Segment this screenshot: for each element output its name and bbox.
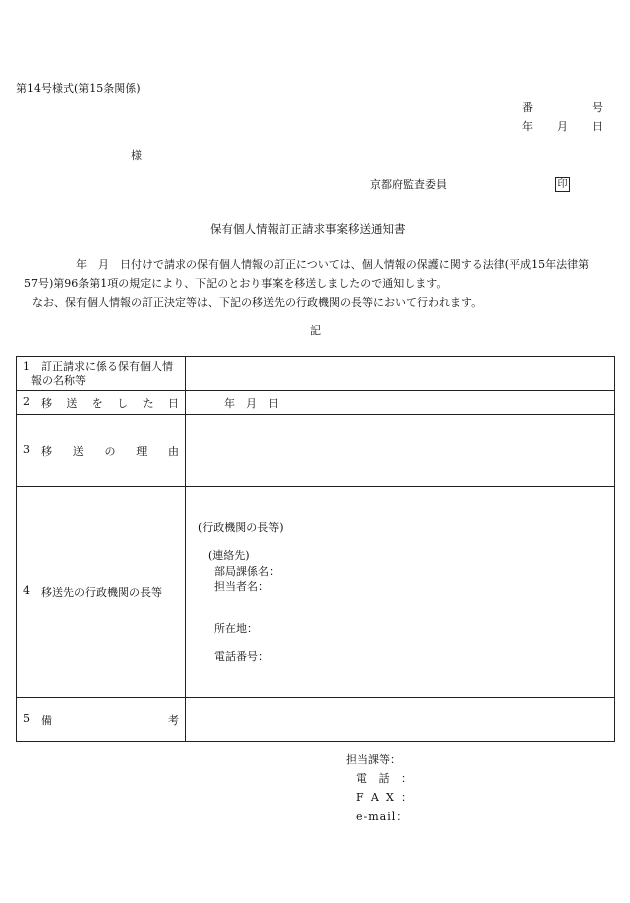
row2-number: 2 bbox=[23, 394, 30, 408]
row1-value-cell[interactable] bbox=[186, 357, 615, 391]
table-row bbox=[17, 357, 615, 391]
row4-contact: (連絡先) bbox=[208, 549, 250, 562]
row4-number: 4 bbox=[23, 584, 30, 597]
footer-tel-char: ： bbox=[401, 772, 412, 785]
date-day: 日 bbox=[592, 120, 603, 133]
row5-value-cell[interactable] bbox=[186, 698, 615, 742]
row5-label bbox=[41, 712, 179, 728]
row3-value-cell[interactable] bbox=[186, 415, 615, 487]
footer-fax-char: X bbox=[385, 791, 394, 804]
row3-label-char: 由 bbox=[168, 444, 179, 458]
row4-phone: 電話番号： bbox=[214, 650, 269, 663]
date-year: 年 bbox=[522, 120, 533, 133]
footer-tel-char: 電 bbox=[356, 772, 367, 785]
footer-tel bbox=[356, 772, 412, 786]
row2-label-char: 日 bbox=[167, 396, 179, 410]
footer-email: e-mail： bbox=[356, 810, 409, 823]
row2-label bbox=[41, 395, 179, 411]
row4-dept: 部局課係名： bbox=[214, 565, 280, 578]
row5-label-char: 備 bbox=[41, 713, 52, 727]
doc-number-label-go: 号 bbox=[592, 101, 603, 114]
row1-label-line2: 報の名称等 bbox=[31, 373, 86, 387]
seal-stamp: 印 bbox=[555, 177, 570, 192]
detail-table bbox=[16, 356, 615, 742]
row4-address: 所在地： bbox=[214, 622, 258, 635]
body-line-1: 年 月 日付けで請求の保有個人情報の訂正については、個人情報の保護に関する法律(平成15年法律第 bbox=[76, 258, 590, 271]
row5-number: 5 bbox=[23, 711, 30, 725]
footer-tel-char: 話 bbox=[378, 772, 390, 785]
table-row bbox=[17, 698, 615, 742]
table-row bbox=[17, 391, 615, 415]
row2-label-char: 送 bbox=[66, 396, 78, 410]
footer-fax-char: F bbox=[356, 791, 364, 804]
row3-label-char: 移 bbox=[41, 444, 52, 458]
row3-label bbox=[41, 443, 179, 459]
seal-mark bbox=[555, 177, 570, 192]
row2-label-char: し bbox=[117, 396, 129, 410]
row2-value: 年 月 日 bbox=[224, 396, 279, 410]
footer-fax bbox=[356, 791, 412, 805]
row2-label-char: た bbox=[142, 396, 154, 410]
row2-label-cell bbox=[17, 391, 186, 415]
row5-label-char: 考 bbox=[168, 713, 179, 727]
document-title: 保有個人情報訂正請求事案移送通知書 bbox=[210, 222, 406, 236]
row1-number: 1 bbox=[23, 359, 30, 373]
row4-value-cell[interactable] bbox=[186, 487, 615, 698]
row3-label-char: 送 bbox=[72, 444, 84, 458]
row4-person: 担当者名： bbox=[214, 580, 269, 593]
row4-label-cell bbox=[17, 487, 186, 698]
row2-label-char: 移 bbox=[41, 396, 52, 410]
row3-number: 3 bbox=[23, 442, 30, 456]
row3-label-cell bbox=[17, 415, 186, 487]
row2-label-char: を bbox=[91, 396, 103, 410]
row5-label-cell bbox=[17, 698, 186, 742]
date-month: 月 bbox=[557, 120, 568, 133]
form-id: 第14号様式(第15条関係) bbox=[16, 82, 141, 95]
ki-heading: 記 bbox=[310, 324, 321, 337]
table-row bbox=[17, 415, 615, 487]
doc-number-label-ban: 番 bbox=[522, 101, 533, 114]
row4-label: 移送先の行政機関の長等 bbox=[41, 586, 162, 599]
row2-value-cell[interactable] bbox=[186, 391, 615, 415]
issuer: 京都府監査委員 bbox=[370, 178, 447, 191]
footer-section: 担当課等： bbox=[346, 753, 401, 766]
row1-label-line1: 訂正請求に係る保有個人情 bbox=[41, 359, 173, 373]
table-row bbox=[17, 487, 615, 698]
row4-head: (行政機関の長等) bbox=[198, 521, 284, 534]
body-line-3: なお、保有個人情報の訂正決定等は、下記の移送先の行政機関の長等において行われます。 bbox=[32, 296, 483, 309]
body-line-2: 57号)第96条第1項の規定により、下記のとおり事案を移送しましたので通知します。 bbox=[24, 277, 448, 290]
row3-label-char: 理 bbox=[136, 444, 148, 458]
row3-label-char: の bbox=[104, 444, 116, 458]
footer-fax-char: A bbox=[370, 791, 379, 804]
addressee-suffix: 様 bbox=[131, 149, 142, 162]
footer-fax-char: ： bbox=[401, 791, 412, 804]
row1-label-cell bbox=[17, 357, 186, 391]
